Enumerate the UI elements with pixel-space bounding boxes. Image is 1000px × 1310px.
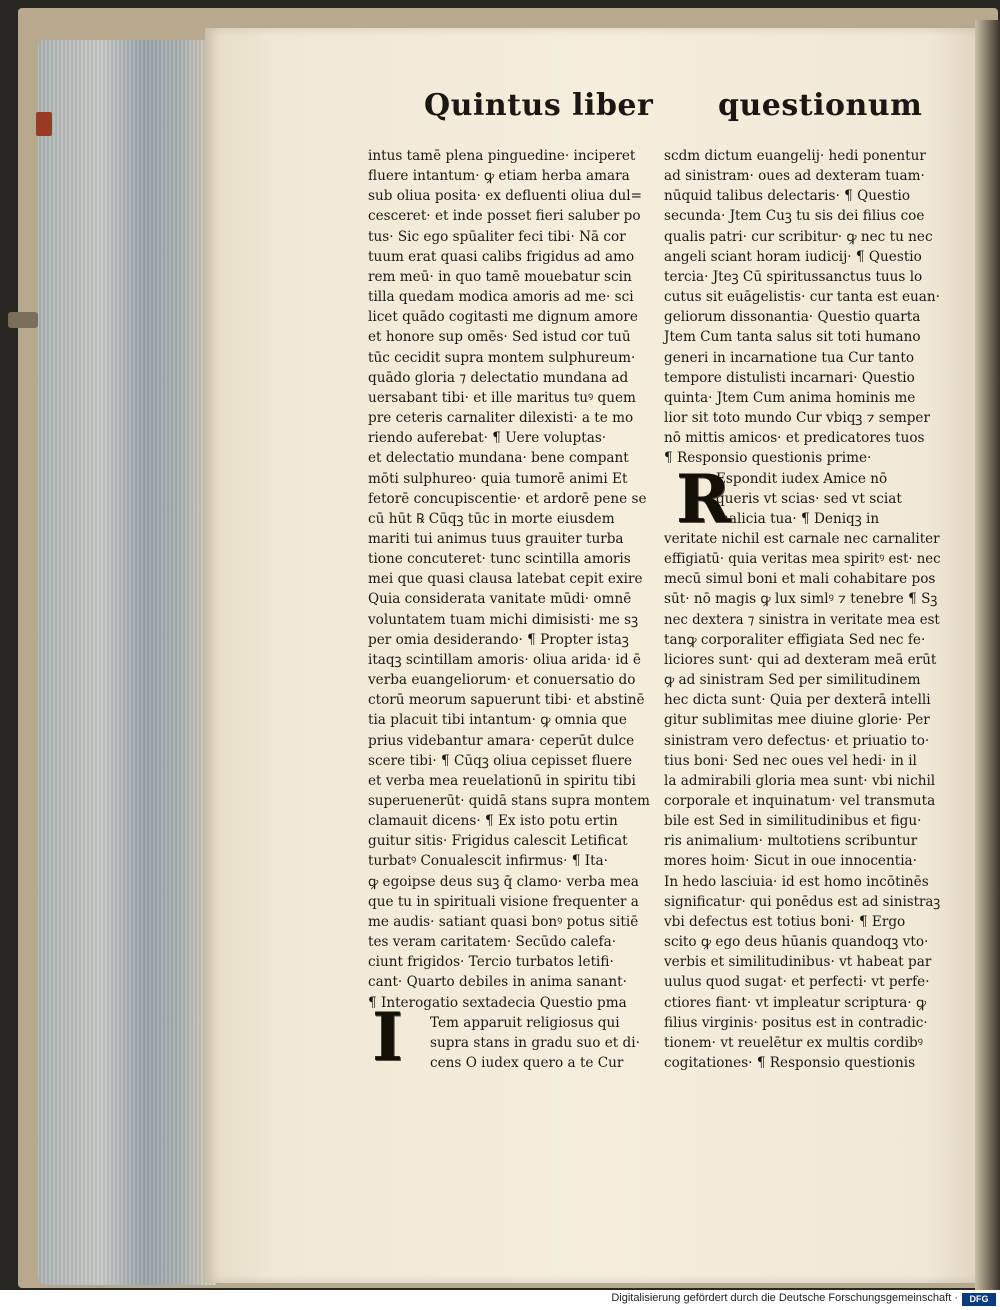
text-line: et delectatio mundana· bene compant [368, 450, 629, 467]
text-line: la admirabili gloria mea sunt· vbi nichil [664, 772, 936, 789]
text-line: malicia tua· ¶ Deniqꝫ in [716, 510, 880, 527]
page-fore-edge [38, 40, 216, 1285]
text-line: effigiatū· quia veritas mea spiritꝰ est· nec [664, 551, 941, 568]
text-line: tus· Sic ego spūaliter feci tibi· Nā cor [368, 228, 626, 245]
text-line: voluntatem tuam michi dimisisti· me sꝫ [368, 611, 639, 628]
text-column-right [664, 146, 940, 1073]
text-line: liciores sunt· qui ad dexteram meā erūt [664, 651, 937, 668]
dfg-logo: DFG [962, 1293, 996, 1306]
red-page-tab [36, 112, 52, 136]
text-line: per omia desiderando· ¶ Propter istaꝫ [368, 631, 629, 648]
book-clasp [8, 312, 38, 328]
text-line: geliorum dissonantia· Questio quarta [664, 309, 921, 326]
text-line: tionem· vt reuelētur ex multis cordibꝰ [664, 1034, 923, 1051]
decorated-initial-i: I [372, 998, 403, 1076]
text-line: ¶ Responsio questionis prime· [664, 450, 872, 467]
text-line: riendo auferebat· ¶ Uere voluptas· [368, 430, 607, 447]
text-line: tilla quedam modica amoris ad me· sci [368, 289, 634, 306]
text-line: pre ceteris carnaliter dilexisti· a te mo [368, 410, 634, 427]
text-line: tia placuit tibi intantum· ꝙ omnia que [368, 712, 627, 729]
text-line: quinta· Jtem Cum anima hominis me [664, 389, 916, 406]
text-line: cant· Quarto debiles in anima sanant· [368, 974, 627, 991]
text-line: sinistram vero defectus· et priuatio to· [664, 732, 930, 749]
text-line: ad sinistram· oues ad dexteram tuam· [664, 168, 925, 185]
text-line: gitur sublimitas mee diuine glorie· Per [664, 712, 930, 729]
text-line: filius virginis· positus est in contradic· [664, 1014, 928, 1031]
text-line: sub oliua posita· ex defluenti oliua dul= [368, 188, 643, 205]
text-line: veritate nichil est carnale nec carnaliter [664, 530, 940, 547]
text-line: nūquid talibus delectaris· ¶ Questio [664, 188, 911, 205]
text-line: hec dicta sunt· Quia per dexterā intelli [664, 692, 931, 709]
text-line: tanꝙ corporaliter effigiata Sed nec fe· [664, 631, 926, 648]
text-line: et honore sup omēs· Sed istud cor tuū [368, 329, 631, 346]
text-line: tes veram caritatem· Secūdo calefa· [368, 934, 617, 951]
text-line: cū hūt ℞ Cūqꝫ tūc in morte eiusdem [368, 510, 615, 527]
text-line: itaqꝫ scintillam amoris· oliua arida· id ē [368, 651, 641, 668]
text-line: ris animalium· multotiens scribuntur [664, 833, 918, 850]
text-line: mei que quasi clausa latebat cepit exire [368, 571, 643, 588]
text-line: vbi defectus est totius boni· ¶ Ergo [664, 913, 906, 930]
text-line: tione concuteret· tunc scintilla amoris [368, 551, 631, 568]
text-line: angeli sciant horam iudicij· ¶ Questio [664, 248, 922, 265]
text-line: uersabant tibi· et ille maritus tuꝰ quem [368, 389, 636, 406]
footer-credit: Digitalisierung gefördert durch die Deutsche Forschungsgemeinschaft · [611, 1292, 958, 1304]
text-line: generi in incarnatione tua Cur tanto [664, 349, 915, 366]
text-line: ꝙ egoipse deus suꝫ q̄ clamo· verba mea [368, 873, 639, 890]
text-line: verba euangeliorum· et conuersatio do [368, 672, 636, 689]
text-line: nō mittis amicos· et predicatores tuos [664, 430, 925, 447]
text-line: secunda· Jtem Cuꝫ tu sis dei filius coe [664, 208, 925, 225]
running-head-right: questionum [718, 88, 923, 123]
running-head-left: Quintus liber [424, 88, 654, 123]
text-line: tempore distulisti incarnari· Questio [664, 369, 915, 386]
text-line: lior sit toto mundo Cur vbiqꝫ ⁊ semper [664, 410, 930, 427]
text-line: supra stans in gradu suo et di· [430, 1034, 640, 1051]
text-line: guitur sitis· Frigidus calescit Letificat [368, 833, 628, 850]
text-line: intus tamē plena pinguedine· inciperet [368, 148, 636, 164]
text-column-left [368, 146, 650, 1076]
text-line: scito ꝙ ego deus hūanis quandoqꝫ vto· [664, 934, 929, 951]
text-line: verbis et similitudinibus· vt habeat par [664, 954, 932, 971]
text-line: mores hoim· Sicut in oue innocentia· [664, 853, 917, 870]
text-line: tius boni· Sed nec oues vel hedi· in il [664, 752, 917, 769]
text-line: qualis patri· cur scribitur· ꝙ nec tu nec [664, 228, 933, 245]
text-line: tercia· Jteꝫ Cū spiritussanctus tuus lo [664, 268, 923, 285]
text-line: ctorū meorum sapuerunt tibi· et abstinē [368, 692, 645, 709]
text-line: scdm dictum euangelij· hedi ponentur [664, 148, 926, 164]
text-line: ctiores fiant· vt impleatur scriptura· ꝙ [664, 994, 927, 1011]
page-gutter [975, 20, 1000, 1290]
text-line: sūt· nō magis ꝙ lux simlꝰ ⁊ tenebre ¶ Sꝫ [664, 591, 938, 608]
text-line: me audis· satiant quasi bonꝰ potus sitiē [368, 913, 639, 930]
text-line: tūc cecidit supra montem sulphureum· [368, 349, 636, 366]
text-line: mecū simul boni et mali cohabitare pos [664, 571, 936, 588]
text-line: licet quādo cogitasti me dignum amore [368, 309, 638, 326]
text-line: quādo gloria ⁊ delectatio mundana ad [368, 369, 629, 386]
text-line: prius videbantur amara· ceperūt dulce [368, 732, 635, 749]
text-line: mōti sulphureo· quia tumorē animi Et [368, 470, 628, 487]
text-line: fetorē concupiscentie· et ardorē pene se [368, 490, 647, 507]
digitization-footer [0, 1290, 1000, 1310]
text-line: ciunt frigidos· Tercio turbatos letifi· [368, 954, 614, 971]
text-line: scere tibi· ¶ Cūqꝫ oliua cepisset fluere [368, 752, 633, 769]
text-line: turbatꝰ Conualescit infirmus· ¶ Ita· [368, 853, 608, 870]
text-line: mariti tui animus tuus grauiter turba [368, 530, 624, 547]
text-line: queris vt scias· sed vt sciat [716, 490, 902, 507]
text-line: uulus quod sugat· et perfecti· vt perfe· [664, 974, 930, 991]
text-line: tuum erat quasi calibs frigidus ad amo [368, 248, 635, 265]
text-line: cogitationes· ¶ Responsio questionis [664, 1055, 916, 1072]
text-line: cutus sit euāgelistis· cur tanta est euan· [664, 289, 940, 306]
text-line: ¶ Interogatio sextadecia Questio pma [368, 994, 627, 1011]
text-line: et verba mea reuelationū in spiritu tibi [368, 772, 636, 789]
text-line: In hedo lasciuia· id est homo incōtinēs [664, 873, 929, 890]
text-line: superuenerūt· quidā stans supra montem [368, 793, 650, 809]
text-line: Jtem Cum tanta salus sit toti humano [664, 329, 921, 346]
text-line: significatur· qui ponēdus est ad sinistraꝫ [664, 893, 941, 910]
text-line: Espondit iudex Amice nō [716, 470, 888, 487]
text-line: clamauit dicens· ¶ Ex isto potu ertin [368, 813, 618, 830]
decorated-initial-r: R [676, 460, 731, 538]
text-line: Tem apparuit religiosus qui [430, 1014, 620, 1031]
text-line: cens O iudex quero a te Cur [430, 1055, 624, 1072]
text-line: que tu in spirituali visione frequenter a [368, 893, 639, 910]
text-line: rem meū· in quo tamē mouebatur scin [368, 268, 632, 285]
text-line: fluere intantum· ꝙ etiam herba amara [368, 168, 630, 185]
text-line: nec dextera ⁊ sinistra in veritate mea est [664, 611, 940, 628]
text-line: ꝙ ad sinistram Sed per similitudinem [664, 672, 921, 689]
text-line: corporale et inquinatum· vel transmuta [664, 793, 936, 809]
text-line: cesceret· et inde posset fieri saluber po [368, 208, 641, 225]
text-line: bile est Sed in similitudinibus et figu· [664, 813, 922, 830]
text-line: Quia considerata vanitate mūdi· omnē [368, 591, 632, 608]
